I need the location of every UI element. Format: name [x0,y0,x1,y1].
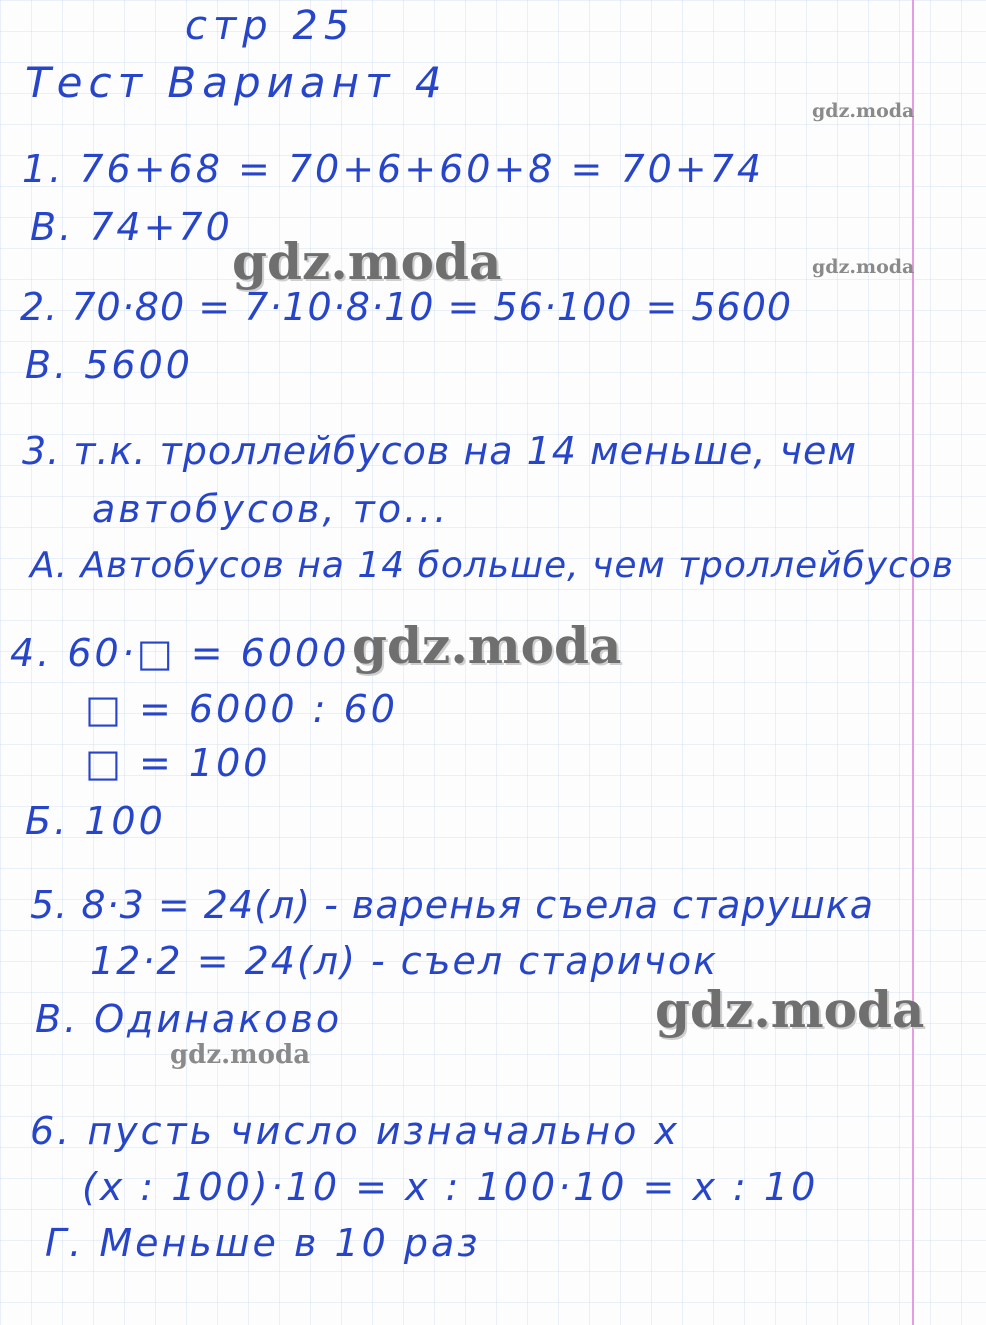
watermark: gdz.moda [812,256,915,278]
task-4-step-1: □ = 6000 : 60 [85,687,398,731]
task-5-answer: В. Одинаково [35,997,343,1041]
task-3-reasoning-cont: автобусов, то... [92,487,450,531]
task-2-answer: В. 5600 [25,343,193,387]
watermark: gdz.moda [170,1040,311,1070]
task-3-reasoning: 3. т.к. троллейбусов на 14 меньше, чем [22,429,858,473]
page-reference: стр 25 [185,3,356,49]
task-4-step-2: □ = 100 [85,741,271,785]
test-title: Тест Вариант 4 [25,58,448,107]
task-6-line-1: 6. пусть число изначально x [30,1109,680,1153]
task-4-equation: 4. 60·□ = 6000 [10,631,350,675]
task-3-answer: А. Автобусов на 14 больше, чем троллейбусов [30,545,955,586]
watermark: gdz.moda [655,980,925,1039]
task-5-line-1: 5. 8·3 = 24(л) - варенья съела старушка [30,883,874,927]
task-1-solution: 1. 76+68 = 70+6+60+8 = 70+74 [22,147,765,191]
task-1-answer: В. 74+70 [30,205,233,249]
task-5-line-2: 12·2 = 24(л) - съел старичок [90,939,719,983]
task-4-answer: Б. 100 [25,799,166,843]
task-6-line-2: (x : 100)·10 = x : 100·10 = x : 10 [82,1165,819,1209]
watermark: gdz.moda [352,616,622,675]
task-2-solution: 2. 70·80 = 7·10·8·10 = 56·100 = 5600 [20,285,793,329]
task-6-answer: Г. Меньше в 10 раз [45,1221,481,1265]
margin-line [912,0,914,1325]
watermark: gdz.moda [812,100,915,122]
watermark: gdz.moda [232,232,502,291]
